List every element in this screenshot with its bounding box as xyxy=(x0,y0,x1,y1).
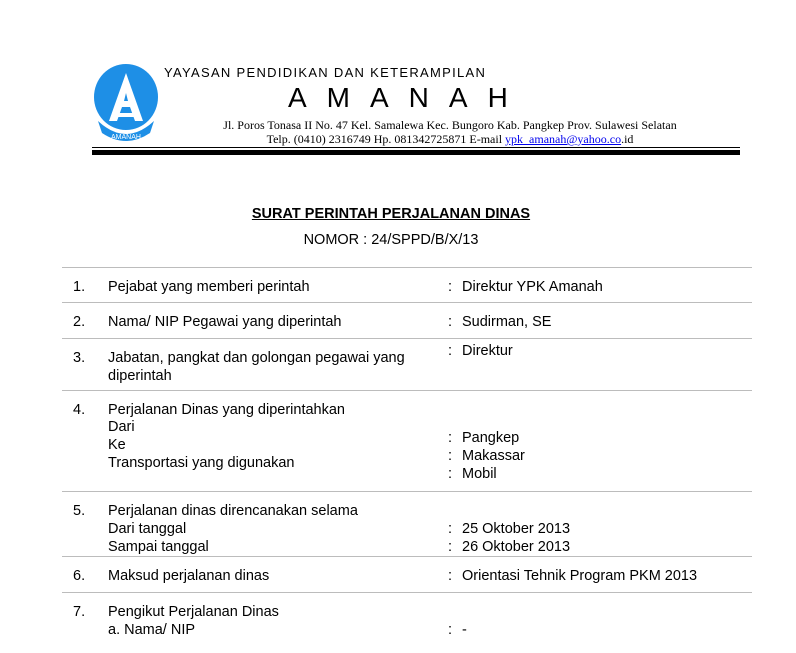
row-sub-label: a. Nama/ NIP xyxy=(108,622,196,638)
table-row xyxy=(62,302,752,338)
email-suffix: .id xyxy=(621,132,634,146)
table-row xyxy=(62,556,752,592)
table-row xyxy=(62,338,752,390)
contact-prefix: Telp. (0410) 2316749 Hp. 081342725871 E-mail xyxy=(266,132,506,146)
header-rule-thick xyxy=(92,150,740,155)
row-number: 3. xyxy=(73,350,86,366)
row-label: Nama/ NIP Pegawai yang diperintah xyxy=(108,314,342,330)
row-sub-label: Transportasi yang digunakan xyxy=(108,455,295,471)
row-sub-label: Sampai tanggal xyxy=(108,539,209,555)
table-row xyxy=(62,592,752,653)
row-value: : Mobil xyxy=(448,466,497,482)
row-sub-label: Dari tanggal xyxy=(108,521,187,537)
row-number: 7. xyxy=(73,604,86,620)
row-number: 4. xyxy=(73,402,86,418)
row-value: : 26 Oktober 2013 xyxy=(448,539,571,555)
table-row xyxy=(62,267,752,302)
org-name: AMANAH xyxy=(288,82,528,113)
document-number: NOMOR : 24/SPPD/B/X/13 xyxy=(303,232,479,248)
row-label: Jabatan, pangkat dan golongan pegawai yang diperintah xyxy=(108,350,405,384)
detail-table xyxy=(62,267,752,653)
amanah-logo xyxy=(92,63,160,145)
row-sub-label: Ke xyxy=(108,437,126,453)
email-link[interactable]: ypk_amanah@yahoo.co xyxy=(505,132,622,146)
row-value: : Orientasi Tehnik Program PKM 2013 xyxy=(448,568,698,584)
row-label: Perjalanan dinas direncanakan selama xyxy=(108,503,358,519)
document-title-text: SURAT PERINTAH PERJALANAN DINAS xyxy=(251,206,531,222)
row-label: Pejabat yang memberi perintah xyxy=(108,279,310,295)
row-sub-label: Dari xyxy=(108,419,135,435)
row-value: : - xyxy=(448,622,467,638)
table-row xyxy=(62,390,752,491)
row-number: 5. xyxy=(73,503,86,519)
row-label: Maksud perjalanan dinas xyxy=(108,568,270,584)
foundation-line: YAYASAN PENDIDIKAN DAN KETERAMPILAN xyxy=(164,65,487,80)
row-value: : Sudirman, SE xyxy=(448,314,552,330)
address-block xyxy=(160,118,740,146)
document-title xyxy=(0,206,782,222)
row-label: Perjalanan Dinas yang diperintahkan xyxy=(108,402,345,418)
row-value: : Direktur xyxy=(448,343,513,359)
row-value: : Direktur YPK Amanah xyxy=(448,279,603,295)
row-number: 6. xyxy=(73,568,86,584)
contact-line xyxy=(160,132,740,146)
logo-text: AMANAH xyxy=(111,134,141,141)
table-row xyxy=(62,491,752,556)
header-rule-thin xyxy=(92,147,740,148)
row-value: : Makassar xyxy=(448,448,525,464)
row-number: 2. xyxy=(73,314,86,330)
row-value: : Pangkep xyxy=(448,430,520,446)
address-line: Jl. Poros Tonasa II No. 47 Kel. Samalewa Kec. Bungoro Kab. Pangkep Prov. Sulawesi Selatan xyxy=(223,118,677,132)
row-label: Pengikut Perjalanan Dinas xyxy=(108,604,279,620)
row-number: 1. xyxy=(73,279,86,295)
row-value: : 25 Oktober 2013 xyxy=(448,521,571,537)
